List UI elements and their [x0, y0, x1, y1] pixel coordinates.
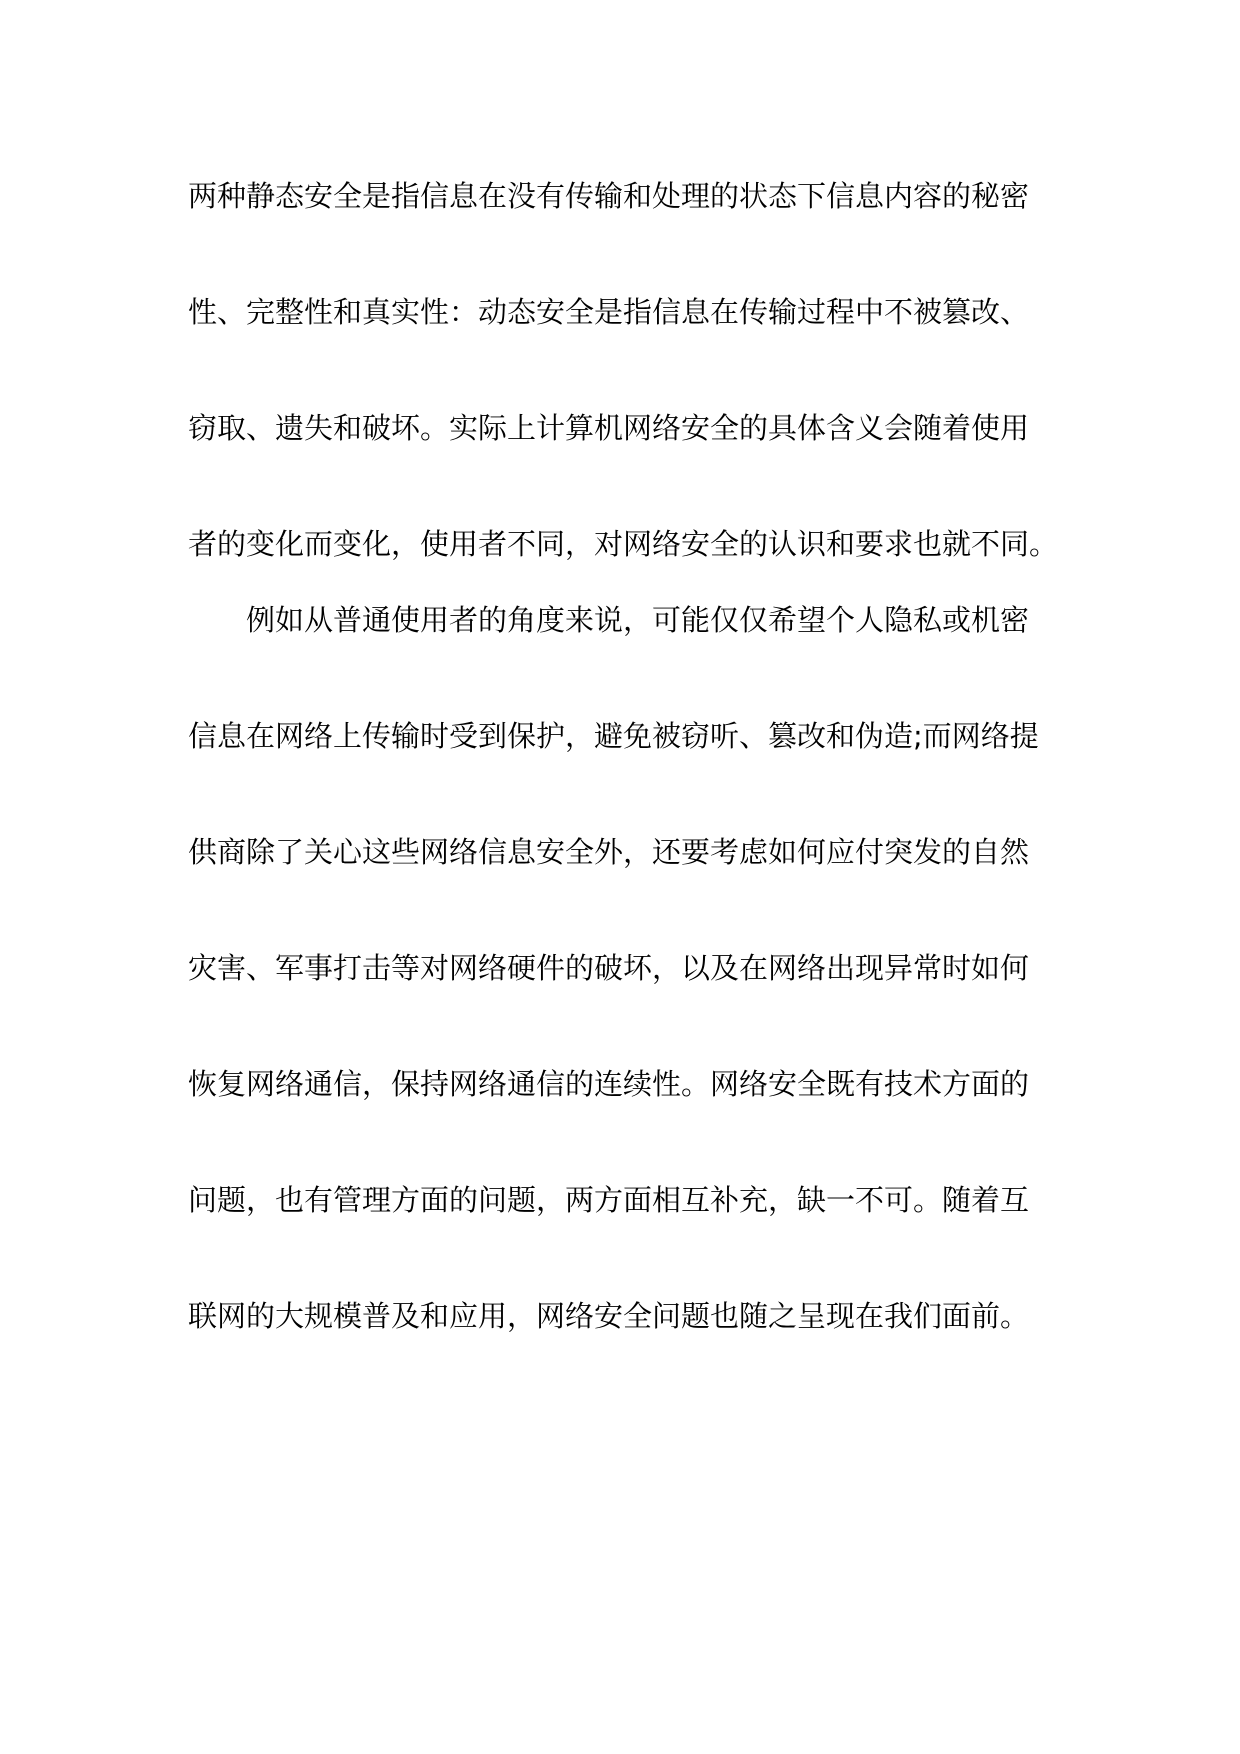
text-line: 联网的大规模普及和应用，网络安全问题也随之呈现在我们面前。: [188, 1299, 1030, 1333]
text-line: 供商除了关心这些网络信息安全外，还要考虑如何应付突发的自然: [188, 835, 1030, 869]
text-line: 性、完整性和真实性：动态安全是指信息在传输过程中不被篡改、: [188, 295, 1030, 329]
text-line: 例如从普通使用者的角度来说，可能仅仅希望个人隐私或机密: [246, 603, 1030, 637]
text-line: 问题，也有管理方面的问题，两方面相互补充，缺一不可。随着互: [188, 1183, 1030, 1217]
text-line: 窃取、遗失和破坏。实际上计算机网络安全的具体含义会随着使用: [188, 411, 1030, 445]
text-line: 两种静态安全是指信息在没有传输和处理的状态下信息内容的秘密: [188, 179, 1030, 213]
text-line: 者的变化而变化，使用者不同，对网络安全的认识和要求也就不同。: [188, 527, 1059, 561]
text-line: 恢复网络通信，保持网络通信的连续性。网络安全既有技术方面的: [188, 1067, 1030, 1101]
text-line: 灾害、军事打击等对网络硬件的破坏，以及在网络出现异常时如何: [188, 951, 1030, 985]
text-line: 信息在网络上传输时受到保护，避免被窃听、篡改和伪造;而网络提: [188, 719, 1039, 753]
